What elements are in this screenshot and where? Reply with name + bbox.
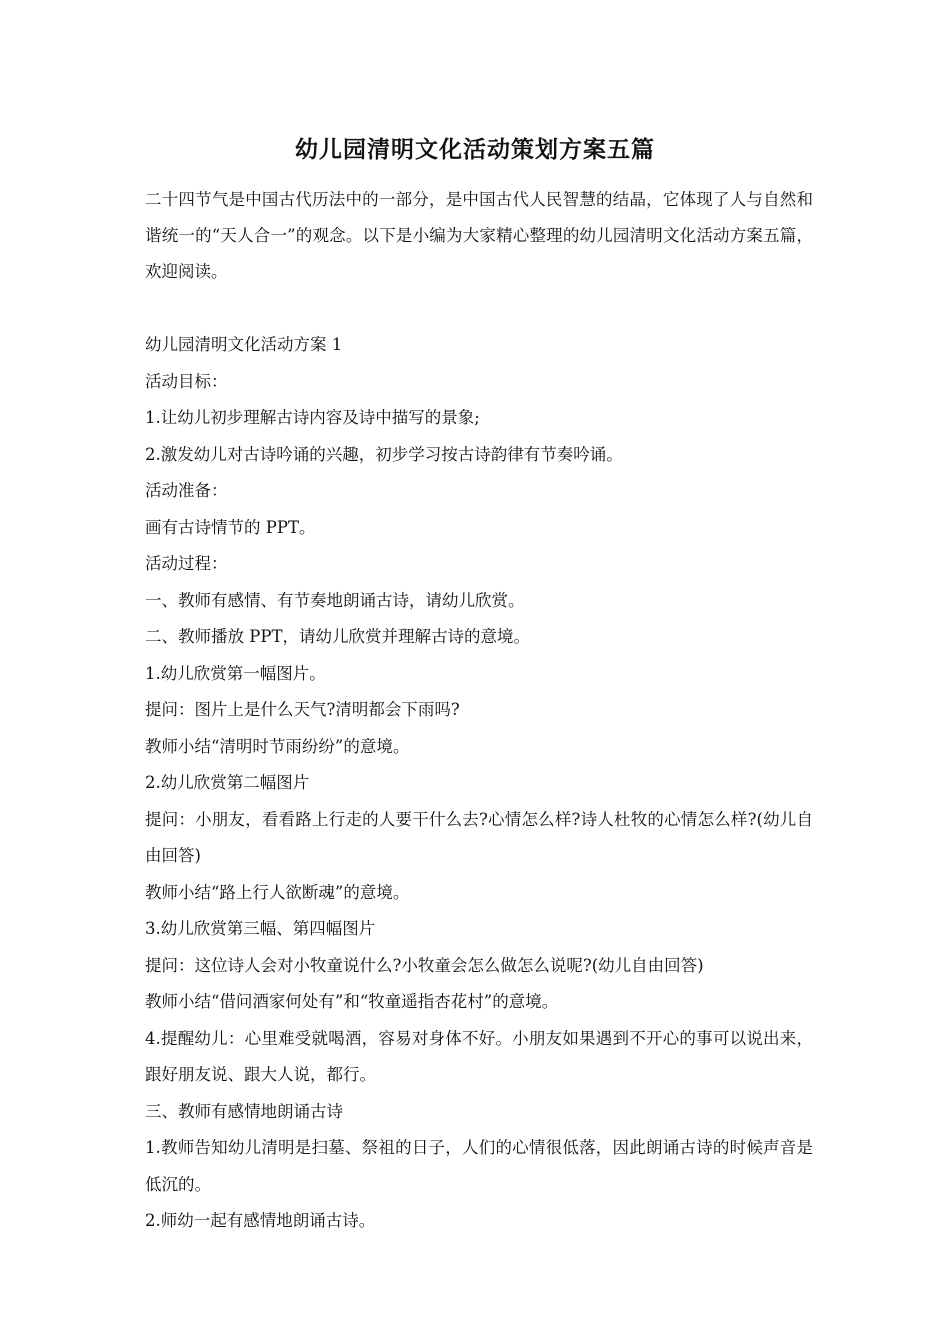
paragraph-line: 4.提醒幼儿：心里难受就喝酒，容易对身体不好。小朋友如果遇到不开心的事可以说出来，跟好朋友说、跟大人说，都行。 bbox=[145, 1028, 813, 1084]
document-title: 幼儿园清明文化活动策划方案五篇 bbox=[295, 136, 655, 163]
paragraph-line: 活动过程： bbox=[145, 554, 228, 573]
paragraph-line: 一、教师有感情、有节奏地朗诵古诗，请幼儿欣赏。 bbox=[145, 590, 525, 610]
paragraph-line: 1.幼儿欣赏第一幅图片。 bbox=[145, 663, 326, 683]
paragraph-line: 2.幼儿欣赏第二幅图片 bbox=[145, 773, 310, 792]
paragraph-line: 1.让幼儿初步理解古诗内容及诗中描写的景象; bbox=[145, 408, 480, 427]
paragraph-line: 1.教师告知幼儿清明是扫墓、祭祖的日子，人们的心情很低落，因此朗诵古诗的时候声音是低沉的。 bbox=[145, 1138, 813, 1194]
paragraph-line: 画有古诗情节的 PPT。 bbox=[145, 517, 316, 537]
paragraph-line: 教师小结“路上行人欲断魂”的意境。 bbox=[145, 882, 410, 902]
paragraph-line: 3.幼儿欣赏第三幅、第四幅图片 bbox=[145, 919, 376, 938]
paragraph-line: 二、教师播放 PPT，请幼儿欣赏并理解古诗的意境。 bbox=[145, 627, 530, 646]
paragraph-line: 提问：图片上是什么天气?清明都会下雨吗? bbox=[145, 700, 460, 719]
section-heading: 幼儿园清明文化活动方案 1 bbox=[145, 335, 343, 354]
paragraph-line: 活动准备： bbox=[145, 481, 228, 500]
paragraph-line: 教师小结“借问酒家何处有”和“牧童遥指杏花村”的意境。 bbox=[145, 992, 559, 1011]
paragraph-line: 活动目标： bbox=[145, 371, 228, 391]
paragraph-line: 提问：小朋友，看看路上行走的人要干什么去?心情怎么样?诗人杜牧的心情怎么样?(幼儿自由回答) bbox=[145, 809, 813, 865]
intro-paragraph: 二十四节气是中国古代历法中的一部分，是中国古代人民智慧的结晶，它体现了人与自然和谐统一的“天人合一”的观念。以下是小编为大家精心整理的幼儿园清明文化活动方案五篇，欢迎阅读。 bbox=[145, 190, 813, 281]
paragraph-line: 教师小结“清明时节雨纷纷”的意境。 bbox=[145, 736, 410, 756]
paragraph-line: 三、教师有感情地朗诵古诗 bbox=[145, 1101, 343, 1121]
paragraph-line: 提问：这位诗人会对小牧童说什么?小牧童会怎么做怎么说呢?(幼儿自由回答) bbox=[145, 955, 704, 975]
paragraph-line: 2.激发幼儿对古诗吟诵的兴趣，初步学习按古诗韵律有节奏吟诵。 bbox=[145, 444, 623, 464]
paragraph-line: 2.师幼一起有感情地朗诵古诗。 bbox=[145, 1211, 376, 1230]
document-body bbox=[145, 327, 813, 1240]
